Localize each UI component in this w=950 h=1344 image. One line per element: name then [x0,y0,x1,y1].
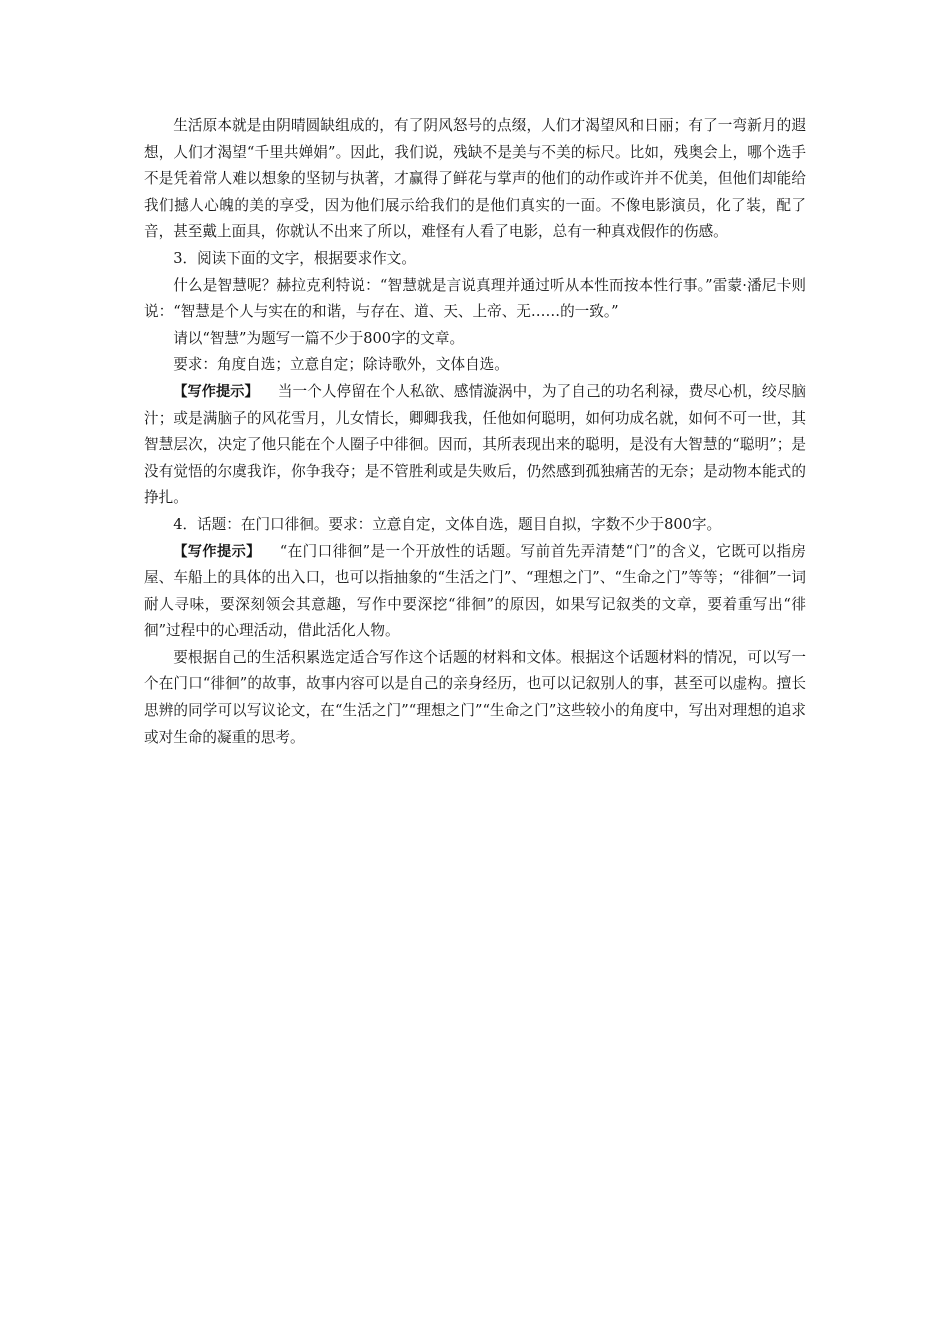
writing-tip-label: 【写作提示】 [173,543,261,560]
question-3-prompt: 请以“智慧”为题写一篇不少于800字的文章。 [173,329,465,347]
question-4-writing-tip-continued: 要根据自己的生活积累选定适合写作这个话题的材料和文体。根据这个话题材料的情况，可以写一个在门口“徘徊”的故事，故事内容可以是自己的亲身经历，也可以记叙别人的事，甚至可以虚构。擅长思辨的同学可以写议论文，在“生活之门”“理想之门”“生命之门”这些较小的角度中，写出对理想的追求或对生命的凝重的思考。 [144,648,806,746]
question-3-writing-tip [144,379,806,512]
question-3-title: 3．阅读下面的文字，根据要求作文。 [173,249,416,267]
writing-tip-text: 当一个人停留在个人私欲、感情漩涡中，为了自己的功名利禄，费尽心机，绞尽脑汁；或是满脑子的风花雪月，儿女情长，卿卿我我，任他如何聪明，如何功成名就，如何不可一世，其智慧层次，决定了他只能在个人圈子中徘徊。因而，其所表现出来的聪明，是没有大智慧的“聪明”；是没有觉悟的尔虞我诈，你争我夺；是不管胜利或是失败后，仍然感到孤独痛苦的无奈；是动物本能式的挣扎。 [144,382,806,507]
document-body [144,113,806,751]
paragraph-life-imperfection: 生活原本就是由阴晴圆缺组成的，有了阴风怒号的点缀，人们才渴望风和日丽；有了一弯新月的遐想，人们才渴望“千里共婵娟”。因此，我们说，残缺不是美与不美的标尺。比如，残奥会上，哪个选手不是凭着常人难以想象的坚韧与执著，才赢得了鲜花与掌声的他们的动作或许并不优美，但他们却能给我们撼人心魄的美的享受，因为他们展示给我们的是他们真实的一面。不像电影演员，化了装，配了音，甚至戴上面具，你就认不出来了所以，难怪有人看了电影，总有一种真戏假作的伤感。 [144,117,806,241]
question-4-title: 4．话题：在门口徘徊。要求：立意自定，文体自选，题目自拟，字数不少于800字。 [173,515,722,533]
question-4-writing-tip [144,539,806,645]
question-3-requirements: 要求：角度自选；立意自定；除诗歌外，文体自选。 [173,356,509,374]
writing-tip-text: “在门口徘徊”是一个开放性的话题。写前首先弄清楚“门”的含义，它既可以指房屋、车船上的具体的出入口，也可以指抽象的“生活之门”、“理想之门”、“生命之门”等等；“徘徊”一词耐人寻味，要深刻领会其意趣，写作中要深挖“徘徊”的原因，如果写记叙类的文章，要着重写出“徘徊”过程中的心理活动，借此活化人物。 [144,542,806,640]
writing-tip-label: 【写作提示】 [173,383,259,400]
question-3-material: 什么是智慧呢？赫拉克利特说：“智慧就是言说真理并通过听从本性而按本性行事。”雷蒙·潘尼卡则说：“智慧是个人与实在的和谐，与存在、道、天、上帝、无……的一致。” [144,276,806,321]
